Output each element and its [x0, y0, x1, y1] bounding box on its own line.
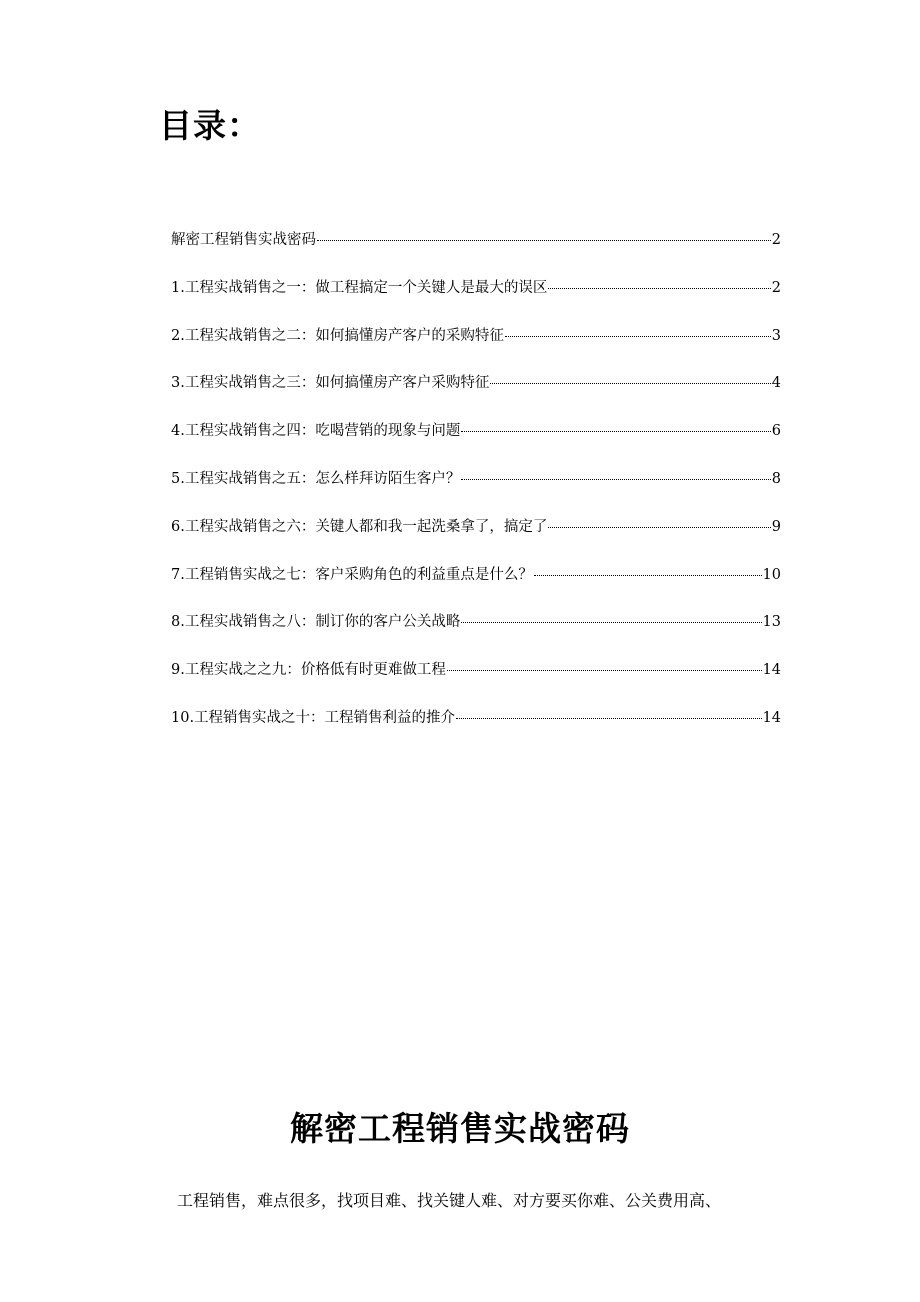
- toc-dot-leader: [505, 322, 771, 337]
- toc-entry-title: 3.工程实战销售之三：如何搞懂房产客户采购特征: [171, 375, 490, 392]
- toc-entry-title: 9.工程实战之之九：价格低有时更难做工程: [171, 662, 446, 679]
- toc-entry-page: 13: [762, 614, 781, 631]
- toc-entry-title: 解密工程销售实战密码: [171, 232, 316, 248]
- toc-entry[interactable]: [171, 372, 781, 420]
- toc-entry-title: 5.工程实战销售之五：怎么样拜访陌生客户？: [171, 470, 461, 487]
- toc-entry-page: 9: [771, 518, 781, 535]
- toc-heading: 目录：: [159, 106, 261, 145]
- toc-entry-page: 3: [771, 327, 781, 344]
- toc-entry[interactable]: [171, 420, 781, 468]
- toc-dot-leader: [548, 513, 770, 528]
- toc-entry-page: 2: [771, 232, 781, 248]
- toc-entry-page: 2: [771, 279, 781, 296]
- toc-entry[interactable]: [171, 659, 781, 707]
- toc-entry[interactable]: [171, 325, 781, 373]
- toc-entry[interactable]: [171, 564, 781, 612]
- toc-entry-page: 14: [762, 662, 781, 679]
- toc-entry-title: 10.工程销售实战之十：工程销售利益的推介: [171, 709, 456, 726]
- section-title: 解密工程销售实战密码: [290, 1109, 630, 1148]
- toc-dot-leader: [490, 369, 770, 384]
- toc-entry-title: 1.工程实战销售之一：做工程搞定一个关键人是最大的误区: [171, 279, 548, 296]
- toc-entry-title: 6.工程实战销售之六：关键人都和我一起洗桑拿了，搞定了: [171, 518, 548, 535]
- toc-entry-page: 6: [771, 423, 781, 440]
- toc-dot-leader: [461, 417, 770, 432]
- toc-dot-leader: [548, 274, 770, 289]
- toc-entry-title: 4.工程实战销售之四：吃喝营销的现象与问题: [171, 423, 461, 440]
- toc-dot-leader: [317, 226, 771, 241]
- toc-dot-leader: [456, 704, 761, 719]
- toc-entry[interactable]: [171, 611, 781, 659]
- toc-entry-title: 2.工程实战销售之二：如何搞懂房产客户的采购特征: [171, 327, 504, 344]
- toc-entry-page: 14: [762, 709, 781, 726]
- toc-dot-leader: [461, 465, 770, 480]
- toc-entry[interactable]: [171, 516, 781, 564]
- toc-entry[interactable]: [171, 468, 781, 516]
- table-of-contents: [171, 229, 781, 755]
- toc-entry-page: 4: [771, 375, 781, 392]
- toc-dot-leader: [461, 608, 761, 623]
- toc-entry[interactable]: [171, 277, 781, 325]
- toc-dot-leader: [534, 561, 762, 576]
- body-paragraph: 工程销售，难点很多，找项目难、找关键人难、对方要买你难、公关费用高、: [177, 1191, 722, 1210]
- toc-entry[interactable]: [171, 707, 781, 755]
- toc-entry-page: 10: [762, 566, 781, 583]
- toc-entry[interactable]: [171, 229, 781, 277]
- toc-entry-page: 8: [771, 470, 781, 487]
- toc-entry-title: 7.工程销售实战之七：客户采购角色的利益重点是什么？: [171, 566, 533, 583]
- toc-dot-leader: [447, 656, 762, 671]
- toc-entry-title: 8.工程实战销售之八：制订你的客户公关战略: [171, 614, 461, 631]
